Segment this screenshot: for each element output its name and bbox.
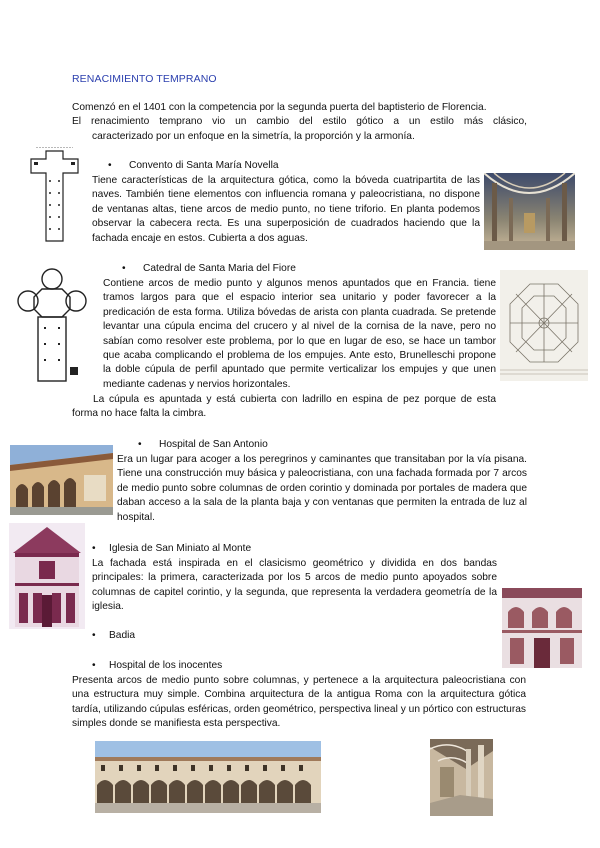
bullet-icon: •	[138, 439, 142, 450]
intro-line-1: Comenzó en el 1401 con la competencia por la segunda puerta del baptisterio de Florencia.	[72, 102, 487, 113]
antonio-photo	[10, 445, 113, 515]
inocentes-heading-line	[92, 659, 222, 673]
intro-paragraph	[72, 101, 527, 144]
fiore-heading-line	[122, 262, 296, 276]
bullet-icon: •	[92, 543, 96, 554]
novella-text: Tiene características de la arquitectura gótica, como la bóveda cuatripartita de las naves. También tiene elementos con influencia romana y paleocristiana, no dispone de ventanas altas, tiene arcos de medio punto, no tiene triforio. En planta podemos observar la cabecera recta. Es una superposición de cuadrados haciendo que la fachada encaje en estos. Cubierta a dos aguas.	[92, 175, 480, 244]
fiore-text-end: forma no hace falta la cimbra.	[72, 408, 207, 419]
novella-heading-line	[108, 159, 279, 173]
intro-line-2: El renacimiento temprano vio un cambio del estilo gótico a un estilo más clásico,	[72, 116, 527, 128]
novella-floor-plan-image	[28, 147, 81, 245]
miniato-text: La fachada está inspirada en el clasicismo geométrico y dividida en dos bandas principales: la primera, caracterizada por los 5 arcos de medio punto apoyados sobre columnas de capitel corintio, y la segunda, que representa la verdadera geometría de la iglesia.	[92, 558, 497, 613]
bullet-icon: •	[92, 660, 96, 671]
antonio-text: Era un lugar para acoger a los peregrinos y caminantes que transitaban por la vía pisana. Tiene una construcción muy básica y paleocristiana, con una fachada formada por 7 arcos de medio punto sobre columnas de orden corintio y dominada por portales de madera que daban acceso a la sala de la planta baja y con ventanas que permiten la entrada de luz al hospital.	[117, 454, 527, 523]
bullet-icon: •	[108, 160, 112, 171]
miniato-heading-line	[92, 542, 251, 556]
inocentes-heading: Hospital de los inocentes	[109, 660, 223, 671]
antonio-heading: Hospital de San Antonio	[159, 439, 268, 450]
badia-photo	[502, 588, 582, 668]
novella-interior-photo	[484, 173, 575, 250]
intro-line-3: caracterizado por un enfoque en la simetría, la proporción y la armonía.	[92, 130, 415, 142]
inocentes-portico-photo	[430, 739, 493, 816]
fiore-floor-plan-image	[14, 265, 90, 385]
inocentes-facade-photo	[95, 741, 321, 813]
bullet-icon: •	[92, 630, 96, 641]
novella-heading: Convento di Santa María Novella	[129, 160, 279, 171]
fiore-text-continued: La cúpula es apuntada y está cubierta con ladrillo en espina de pez porque de esta	[93, 394, 496, 405]
antonio-heading-line	[138, 438, 268, 452]
miniato-photo	[9, 523, 85, 629]
fiore-heading: Catedral de Santa Maria del Fiore	[143, 263, 296, 274]
fiore-dome-drawing	[500, 270, 588, 381]
page-title: RENACIMIENTO TEMPRANO	[72, 73, 217, 85]
miniato-heading: Iglesia de San Miniato al Monte	[109, 543, 252, 554]
fiore-text: Contiene arcos de medio punto y algunos menos apuntados que en Francia. tiene tramos largos para que el espacio interior sea unitario y poder favorecer a la predicación de esta forma. Utiliza bóvedas de arista con planta cuadrada. Se pretende levantar una cúpula encima del crucero y al nivel de la cornisa de la nave, pero no sabían como resolver este problema, por lo que en lugar de eso, se hace un tambor que acaba complicando el problema de los empujes. Ante esto, Brunelleschi propone la doble cúpula de perfil apuntado que permite verticalizar los empujes y que unen mediante cadenas y nervios horizontales.	[103, 278, 496, 390]
bullet-icon: •	[122, 263, 126, 274]
badia-heading-line	[92, 629, 135, 643]
badia-heading: Badia	[109, 630, 136, 641]
inocentes-text: Presenta arcos de medio punto sobre columnas, y pertenece a la arquitectura paleocristiana con una estructura muy simple. Combina arquitectura de la antigua Roma con la arquitectura gótica tardía, utilizando cúpulas esféricas, orden geométrico, perspectiva lineal y un pórtico con estructuras simples donde se manifiesta esta perspectiva.	[72, 675, 526, 730]
